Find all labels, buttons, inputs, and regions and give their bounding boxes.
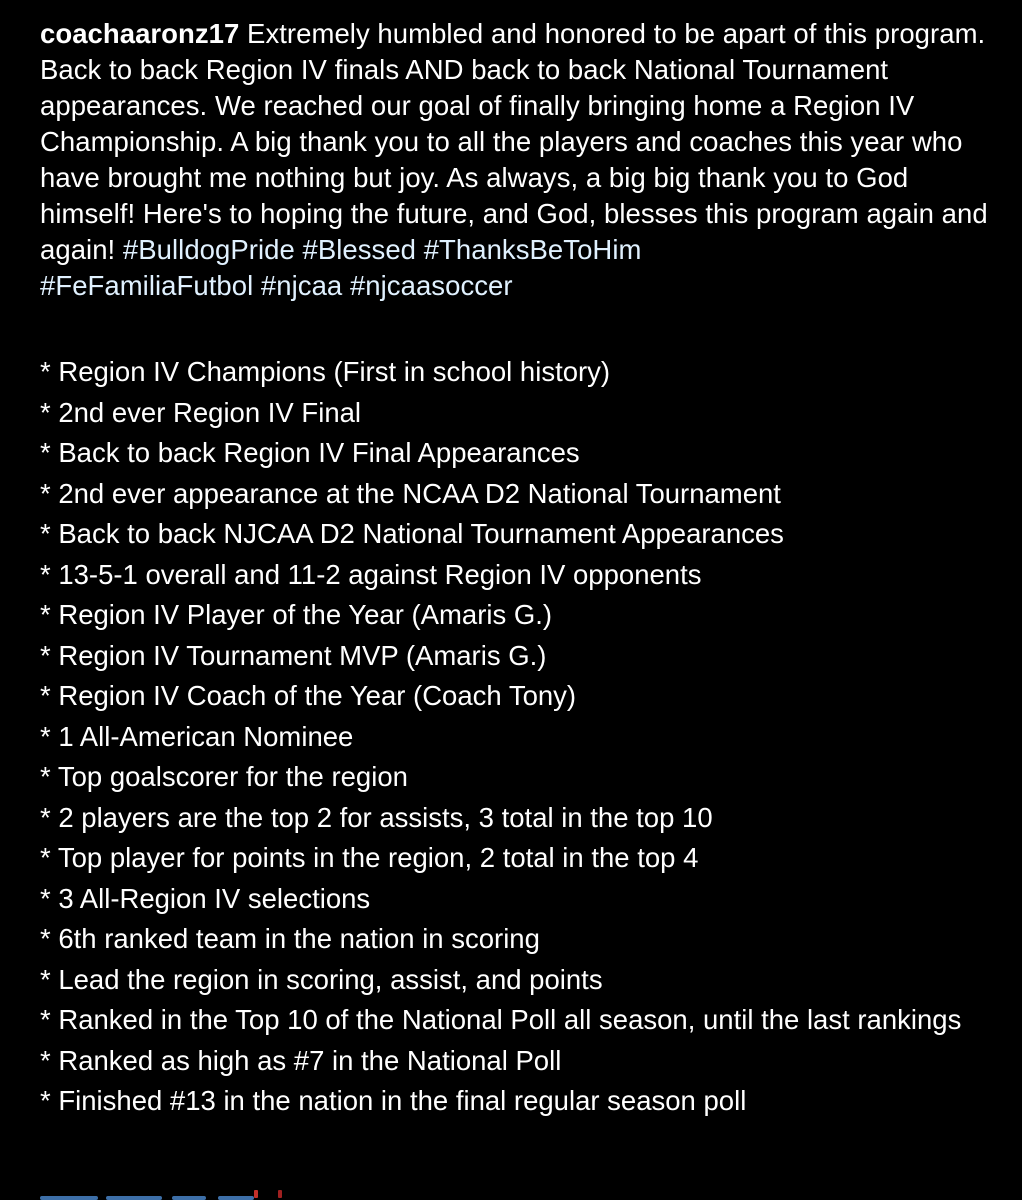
accomplishments-list	[40, 352, 990, 1122]
post-caption-container	[40, 16, 990, 1122]
accomplishment-item: * 2nd ever Region IV Final	[40, 396, 362, 428]
caption-body: Extremely humbled and honored to be apart of this program. Back to back Region IV finals AND back to back National Tournament appearances. We reached our goal of finally bringing home a Region IV Championship. A big thank you to all the players and coaches this year who have brought me nothing but joy. As always, a big big thank you to God himself! Here's to hoping the future, and God, blesses this program again and again!	[40, 18, 988, 265]
accomplishment-item: * Back to back Region IV Final Appearances	[40, 437, 580, 468]
accomplishment-item: * Ranked as high as #7 in the National Poll	[40, 1044, 562, 1076]
hashtags-line-1[interactable]: #BulldogPride #Blessed #ThanksBeToHim	[122, 234, 642, 265]
cut-off-hashtag-fragment	[40, 1188, 305, 1200]
accomplishment-item: * Region IV Champions (First in school history)	[40, 356, 611, 387]
accomplishment-item: * 2nd ever appearance at the NCAA D2 National Tournament	[40, 477, 781, 509]
accomplishment-item: * 13-5-1 overall and 11-2 against Region IV opponents	[40, 558, 702, 590]
accomplishment-item: * Region IV Player of the Year (Amaris G.)	[40, 599, 553, 630]
accomplishment-item: * Region IV Tournament MVP (Amaris G.)	[40, 639, 547, 671]
accomplishment-item: * Top goalscorer for the region	[40, 761, 408, 792]
accomplishment-item: * Lead the region in scoring, assist, and points	[40, 963, 603, 995]
accomplishment-item: * 6th ranked team in the nation in scoring	[40, 923, 540, 954]
accomplishment-item: * Top player for points in the region, 2 total in the top 4	[40, 842, 699, 873]
accomplishment-item: * Ranked in the Top 10 of the National Poll all season, until the last rankings	[40, 1004, 962, 1035]
caption-text	[40, 16, 990, 304]
username-link[interactable]: coachaaronz17	[40, 18, 240, 49]
accomplishment-item: * 1 All-American Nominee	[40, 720, 354, 752]
accomplishment-item: * Finished #13 in the nation in the final regular season poll	[40, 1085, 747, 1116]
accomplishment-item: * Back to back NJCAA D2 National Tournament Appearances	[40, 518, 784, 549]
accomplishment-item: * 3 All-Region IV selections	[40, 882, 371, 914]
hashtags-line-2[interactable]: #FeFamiliaFutbol #njcaa #njcaasoccer	[40, 270, 513, 301]
accomplishment-item: * 2 players are the top 2 for assists, 3 total in the top 10	[40, 801, 713, 833]
accomplishment-item: * Region IV Coach of the Year (Coach Tony)	[40, 680, 577, 711]
